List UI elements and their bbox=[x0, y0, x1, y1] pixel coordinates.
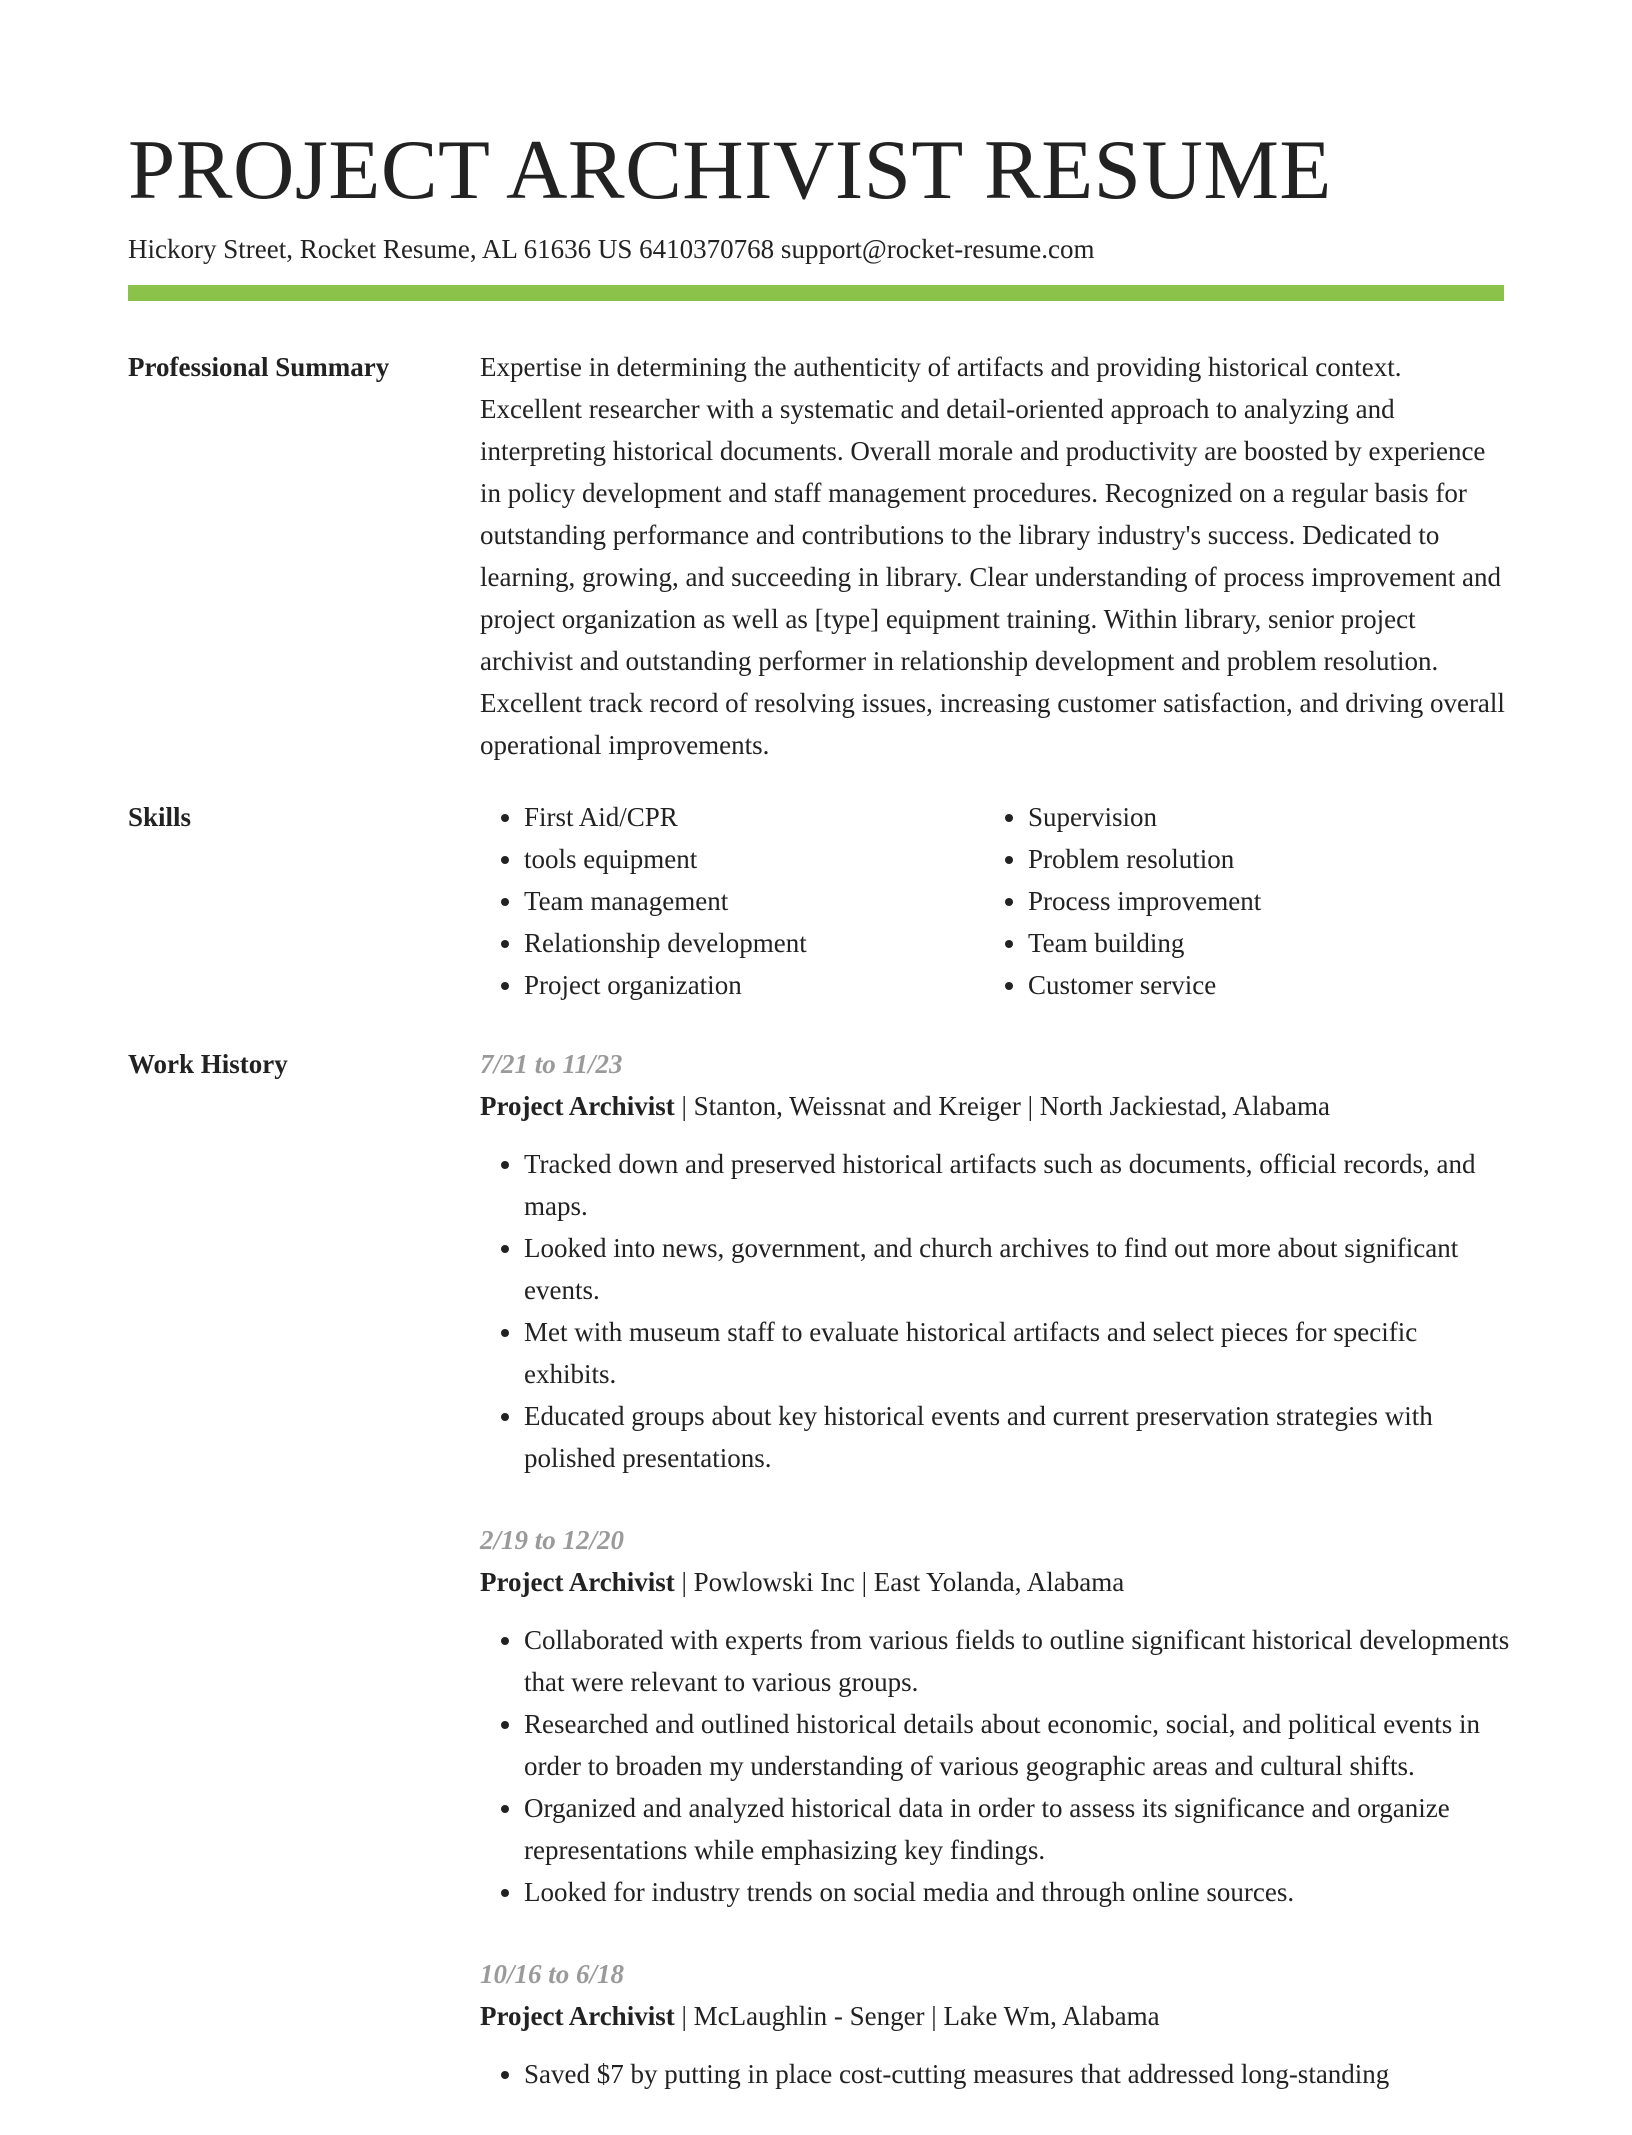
resume-title: PROJECT ARCHIVIST RESUME bbox=[128, 123, 1332, 217]
skills-list-left bbox=[480, 796, 984, 1006]
skill-item: • Problem resolution bbox=[1028, 838, 1488, 880]
job-bullet: • Looked into news, government, and church archives to find out more about significant events. bbox=[524, 1227, 1510, 1311]
job-company: McLaughlin - Senger bbox=[693, 2001, 925, 2031]
job-bullet: • Tracked down and preserved historical artifacts such as documents, official records, and maps. bbox=[524, 1143, 1510, 1227]
skill-item: • Relationship development bbox=[524, 922, 984, 964]
job-bullet-list bbox=[480, 1619, 1510, 1913]
job-separator: | bbox=[674, 2001, 694, 2031]
skill-item: • Project organization bbox=[524, 964, 984, 1006]
skills-list-right bbox=[984, 796, 1488, 1006]
skill-item: • tools equipment bbox=[524, 838, 984, 880]
job-bullet: • Researched and outlined historical details about economic, social, and political events in order to broaden my understanding of various geographic areas and cultural shifts. bbox=[524, 1703, 1510, 1787]
job-company: Stanton, Weissnat and Kreiger bbox=[693, 1091, 1021, 1121]
job-separator: | bbox=[674, 1567, 694, 1597]
job-separator: | bbox=[924, 2001, 944, 2031]
job-bullet: • Looked for industry trends on social media and through online sources. bbox=[524, 1871, 1510, 1913]
job-title: Project Archivist bbox=[480, 1567, 675, 1597]
skill-item: • Team building bbox=[1028, 922, 1488, 964]
job-bullet: • Collaborated with experts from various fields to outline significant historical developments that were relevant to various groups. bbox=[524, 1619, 1510, 1703]
job-title: Project Archivist bbox=[480, 2001, 675, 2031]
skill-item: • Customer service bbox=[1028, 964, 1488, 1006]
job-dates: 2/19 to 12/20 bbox=[480, 1525, 625, 1555]
job-entry bbox=[480, 1519, 1510, 1913]
job-bullet: • Met with museum staff to evaluate historical artifacts and select pieces for specific exhibits. bbox=[524, 1311, 1510, 1395]
job-bullet-list bbox=[480, 2053, 1510, 2095]
job-bullet: • Educated groups about key historical events and current preservation strategies with polished presentations. bbox=[524, 1395, 1510, 1479]
job-dates: 7/21 to 11/23 bbox=[480, 1049, 623, 1079]
accent-divider bbox=[128, 285, 1504, 301]
job-separator: | bbox=[674, 1091, 694, 1121]
work-history-body bbox=[480, 1043, 1510, 2135]
skills-body bbox=[480, 796, 1510, 1006]
skill-item: • Process improvement bbox=[1028, 880, 1488, 922]
summary-body bbox=[480, 346, 1510, 766]
job-bullet: • Organized and analyzed historical data in order to assess its significance and organize representations while emphasizing key findings. bbox=[524, 1787, 1510, 1871]
job-bullet: • Saved $7 by putting in place cost-cutting measures that addressed long-standing bbox=[524, 2053, 1510, 2095]
job-header-line bbox=[480, 1995, 1510, 2037]
skill-item: • Supervision bbox=[1028, 796, 1488, 838]
job-location: East Yolanda, Alabama bbox=[873, 1567, 1125, 1597]
job-entry bbox=[480, 1043, 1510, 1479]
job-dates: 10/16 to 6/18 bbox=[480, 1959, 625, 1989]
job-separator: | bbox=[1020, 1091, 1040, 1121]
work-history-heading: Work History bbox=[128, 1049, 288, 1079]
skill-item: • Team management bbox=[524, 880, 984, 922]
job-company: Powlowski Inc bbox=[693, 1567, 855, 1597]
job-title: Project Archivist bbox=[480, 1091, 675, 1121]
skills-heading: Skills bbox=[128, 802, 192, 832]
job-separator: | bbox=[854, 1567, 874, 1597]
job-bullet-list bbox=[480, 1143, 1510, 1479]
job-header-line bbox=[480, 1561, 1510, 1603]
summary-heading: Professional Summary bbox=[128, 352, 390, 382]
skills-column-left bbox=[480, 796, 984, 1006]
job-location: North Jackiestad, Alabama bbox=[1039, 1091, 1330, 1121]
job-entry bbox=[480, 1953, 1510, 2095]
contact-line: Hickory Street, Rocket Resume, AL 61636 US 6410370768 support@rocket-resume.com bbox=[128, 234, 1095, 264]
skills-column-right bbox=[984, 796, 1488, 1006]
summary-text: Expertise in determining the authenticity of artifacts and providing historical context. Excellent researcher with a systematic and detail-oriented approach to analyzing and interpreting historical documents. Overall morale and productivity are boosted by experience in policy development and staff management procedures. Recognized on a regular basis for outstanding performance and contributions to the library industry's success. Dedicated to learning, growing, and succeeding in library. Clear understanding of process improvement and project organization as well as [type] equipment training. Within library, senior project archivist and outstanding performer in relationship development and problem resolution. Excellent track record of resolving issues, increasing customer satisfaction, and driving overall operational improvements. bbox=[480, 352, 1505, 760]
skill-item: • First Aid/CPR bbox=[524, 796, 984, 838]
job-location: Lake Wm, Alabama bbox=[943, 2001, 1160, 2031]
job-header-line bbox=[480, 1085, 1510, 1127]
